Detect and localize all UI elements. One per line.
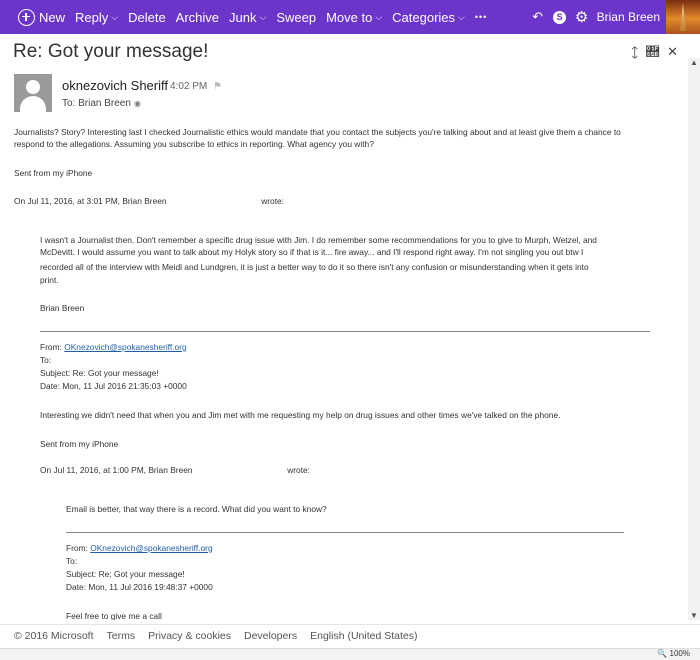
more-icon: •••: [474, 12, 488, 22]
top-right-controls: [527, 0, 700, 34]
quote-header-text: On Jul 11, 2016, at 3:01 PM, Brian Breen: [14, 196, 167, 206]
arrow-down-icon[interactable]: 🡛: [646, 44, 660, 59]
sender-name[interactable]: oknezovich Sheriff: [62, 78, 168, 93]
quoted-line: print.: [40, 275, 59, 285]
account-name[interactable]: Brian Breen: [596, 10, 660, 24]
from-label: From:: [66, 543, 88, 553]
person-icon-head: [26, 80, 40, 94]
quoted-line: Feel free to give me a call: [66, 611, 162, 620]
quoted-line: McDevitt. I would assume you want to talk about my Holyk story so if that is it... fire away... and I'll respond right away. I'm not singling you out btw I: [40, 247, 584, 257]
flag-icon[interactable]: ⚑: [213, 81, 222, 92]
chevron-down-icon[interactable]: ⌵: [111, 11, 119, 22]
to-line: To:: [40, 355, 52, 365]
chevron-down-icon[interactable]: ⌵: [375, 11, 383, 22]
from-line: [66, 542, 213, 554]
date-line: Date: Mon, 11 Jul 2016 19:48:37 +0000: [66, 582, 213, 592]
categories-button[interactable]: [387, 0, 470, 34]
body-line: respond to the allegations. Assuming you subscribe to ethics in reporting. What agency you with?: [14, 139, 374, 149]
quoted-line: Interesting we didn't need that when you and Jim met with me requesting my help on drug issues and other times we've talked on the phone.: [40, 410, 561, 420]
divider: [66, 532, 624, 533]
message-subject: Re: Got your message!: [13, 41, 209, 62]
from-label: From:: [40, 342, 62, 352]
recipient-line[interactable]: [62, 98, 141, 109]
sender-avatar: [14, 74, 52, 112]
quote-header-wrote: wrote:: [287, 465, 311, 475]
language-link[interactable]: English (United States): [310, 629, 418, 642]
reply-button[interactable]: [70, 0, 123, 34]
more-actions-button[interactable]: [470, 0, 492, 34]
quote-header: [14, 195, 284, 207]
message-body: [0, 120, 686, 620]
copyright: © 2016 Microsoft: [14, 629, 94, 642]
person-icon-body: [20, 96, 46, 112]
terms-link[interactable]: Terms: [106, 629, 136, 642]
presence-icon: ◉: [133, 99, 141, 108]
scroll-up-icon[interactable]: ▲: [690, 58, 698, 67]
subject-line: Subject: Re: Got your message!: [66, 569, 185, 579]
arrow-up-icon[interactable]: 🡙: [631, 45, 639, 60]
message-time: 4:02 PM: [170, 81, 208, 92]
quote-header-wrote: wrote:: [261, 196, 285, 206]
junk-label: Junk: [229, 9, 257, 25]
zoom-level[interactable]: 🔍 100%: [657, 649, 690, 658]
user-avatar[interactable]: [666, 0, 700, 34]
categories-label: Categories: [392, 9, 456, 25]
divider: [40, 331, 650, 332]
plus-circle-icon: [18, 9, 35, 26]
signature-line: Sent from my iPhone: [14, 168, 93, 178]
sweep-label: Sweep: [276, 9, 317, 25]
scroll-down-icon[interactable]: ▼: [690, 611, 698, 620]
quote-header-text: On Jul 11, 2016, at 1:00 PM, Brian Breen: [40, 465, 193, 475]
sweep-button[interactable]: [271, 0, 321, 34]
quoted-signature: Brian Breen: [40, 303, 85, 313]
move-to-button[interactable]: [321, 0, 387, 34]
page-footer: [0, 624, 700, 646]
chevron-down-icon[interactable]: ⌵: [259, 11, 267, 22]
developers-link[interactable]: Developers: [244, 629, 298, 642]
skype-icon-button[interactable]: [549, 0, 571, 34]
privacy-link[interactable]: Privacy & cookies: [148, 629, 231, 642]
undo-icon[interactable]: ↶: [532, 9, 544, 24]
quoted-line: recorded all of the interview with Meidl and Lundgren, it is just a better way to do it so there isn't any confusion or misunderstanding when it gets into: [40, 262, 589, 272]
subject-line: Subject: Re: Got your message!: [40, 368, 159, 378]
gear-icon[interactable]: ⚙: [574, 9, 589, 26]
delete-button[interactable]: [123, 0, 171, 34]
status-bar: [0, 648, 700, 660]
from-line: [40, 341, 187, 353]
quoted-line: Email is better, that way there is a record. What did you want to know?: [66, 504, 327, 514]
skype-icon: S: [553, 11, 566, 24]
recipient-text: To: Brian Breen: [62, 98, 131, 109]
date-line: Date: Mon, 11 Jul 2016 21:35:03 +0000: [40, 381, 187, 391]
scrollbar[interactable]: [688, 58, 700, 620]
quoted-line: I wasn't a Journalist then. Don't remember a specific drug issue with Jim. I do remember some recommendations for you to give to Murph, Wetzel, and: [40, 235, 597, 245]
command-bar: [0, 0, 700, 34]
from-email-link[interactable]: OKnezovich@spokanesheriff.org: [90, 543, 213, 553]
archive-button[interactable]: [171, 0, 224, 34]
quote-header: [40, 464, 310, 476]
move-to-label: Move to: [326, 9, 373, 25]
close-icon[interactable]: ✕: [667, 44, 678, 59]
reply-label: Reply: [75, 9, 109, 25]
from-email-link[interactable]: OKnezovich@spokanesheriff.org: [64, 342, 187, 352]
body-line: Journalists? Story? Interesting last I checked Journalistic ethics would mandate that you contact the subjects you're talking about and at least give them a chance to: [14, 127, 621, 137]
chevron-down-icon[interactable]: ⌵: [458, 11, 465, 22]
message-nav: [631, 44, 678, 66]
new-button[interactable]: [0, 0, 70, 34]
signature-line: Sent from my iPhone: [40, 439, 119, 449]
delete-label: Delete: [128, 9, 166, 25]
to-line: To:: [66, 556, 78, 566]
archive-label: Archive: [175, 9, 220, 25]
new-label: New: [39, 9, 66, 25]
junk-button[interactable]: [224, 0, 271, 34]
